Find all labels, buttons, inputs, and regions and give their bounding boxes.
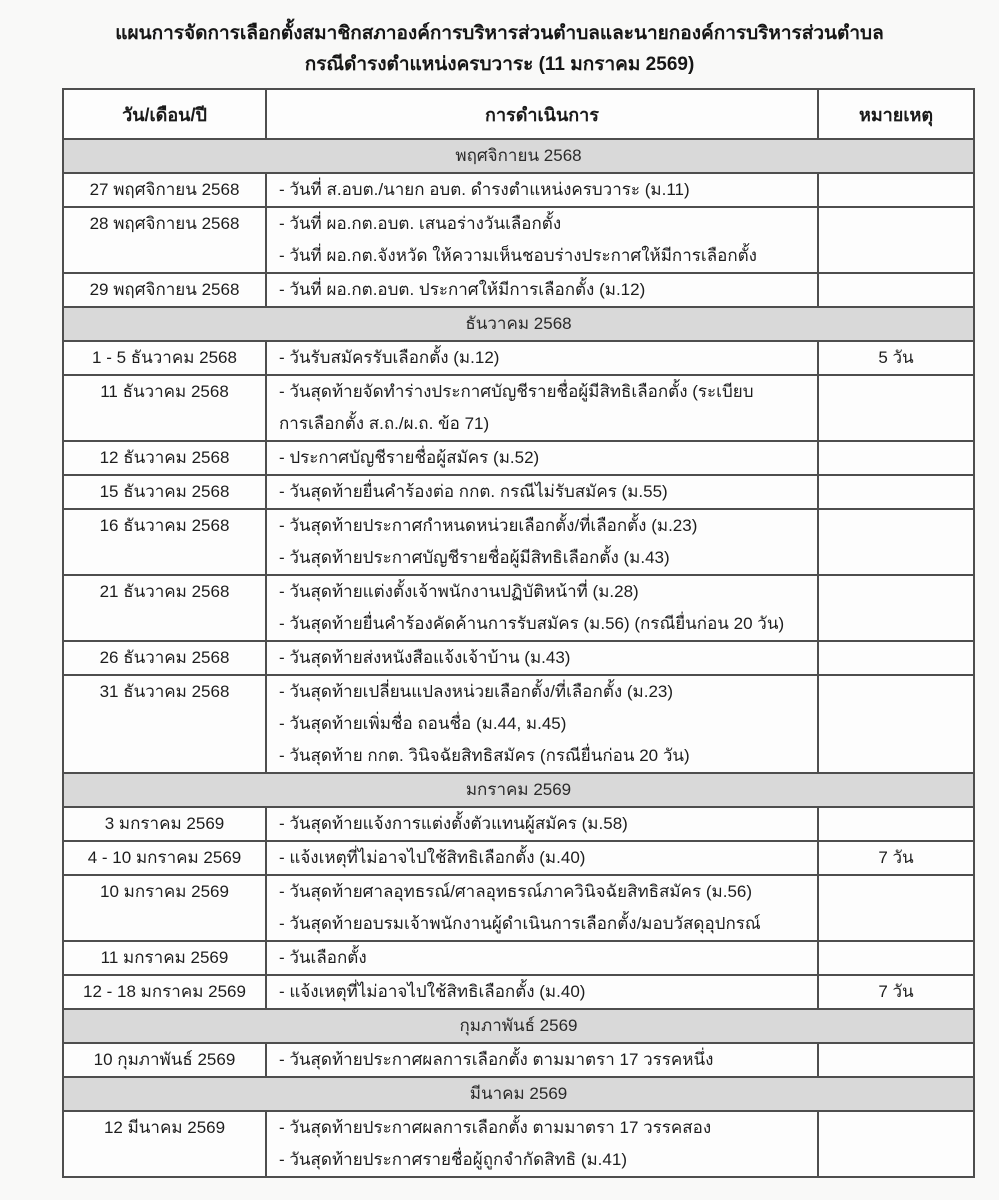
date-cell: 29 พฤศจิกายน 2568 [63,273,266,307]
schedule-row [63,375,974,441]
action-line: - แจ้งเหตุที่ไม่อาจไปใช้สิทธิเลือกตั้ง (ม.40) [279,982,586,1001]
date-cell: 10 กุมภาพันธ์ 2569 [63,1043,266,1077]
action-cell [266,941,818,975]
action-line: - วันสุดท้ายประกาศกำหนดหน่วยเลือกตั้ง/ที่เลือกตั้ง (ม.23) [279,516,698,535]
note-cell: 5 วัน [818,341,974,375]
action-cell [266,441,818,475]
schedule-row [63,509,974,575]
schedule-row [63,475,974,509]
action-cell [266,273,818,307]
schedule-row [63,875,974,941]
note-cell [818,941,974,975]
action-line: - วันสุดท้ายยื่นคำร้องคัดค้านการรับสมัคร (ม.56) (กรณียื่นก่อน 20 วัน) [279,614,785,633]
action-line: - วันสุดท้ายประกาศผลการเลือกตั้ง ตามมาตรา 17 วรรคหนึ่ง [279,1050,714,1069]
action-line: - วันสุดท้ายเปลี่ยนแปลงหน่วยเลือกตั้ง/ที่เลือกตั้ง (ม.23) [279,682,674,701]
document-title-line1: แผนการจัดการเลือกตั้งสมาชิกสภาองค์การบริหารส่วนตำบลและนายกองค์การบริหารส่วนตำบล [115,23,884,44]
schedule-row [63,273,974,307]
month-section-row [63,307,974,341]
month-section-row [63,1009,974,1043]
schedule-row [63,1043,974,1077]
action-line: - วันสุดท้ายประกาศรายชื่อผู้ถูกจำกัดสิทธิ (ม.41) [279,1150,627,1169]
action-cell [266,975,818,1009]
date-cell: 12 ธันวาคม 2568 [63,441,266,475]
note-cell [818,1111,974,1177]
note-cell [818,807,974,841]
schedule-row [63,575,974,641]
date-cell: 15 ธันวาคม 2568 [63,475,266,509]
action-line: - วันที่ ผอ.กต.อบต. เสนอร่างวันเลือกตั้ง [279,214,562,233]
month-section-header: มีนาคม 2569 [63,1077,974,1111]
action-line: - วันสุดท้ายประกาศบัญชีรายชื่อผู้มีสิทธิเลือกตั้ง (ม.43) [279,548,670,567]
action-line: - วันสุดท้ายศาลอุทธรณ์/ศาลอุทธรณ์ภาควินิจฉัยสิทธิสมัคร (ม.56) [279,882,753,901]
note-cell: 7 วัน [818,975,974,1009]
date-cell: 16 ธันวาคม 2568 [63,509,266,575]
month-section-row [63,1077,974,1111]
month-section-header: ธันวาคม 2568 [63,307,974,341]
action-cell [266,173,818,207]
column-header-date: วัน/เดือน/ปี [63,89,266,139]
month-section-header: กุมภาพันธ์ 2569 [63,1009,974,1043]
election-schedule-table [62,88,975,1178]
action-cell [266,1111,818,1177]
action-line: - วันเลือกตั้ง [279,948,367,967]
action-line: - วันสุดท้ายอบรมเจ้าพนักงานผู้ดำเนินการเลือกตั้ง/มอบวัสดุอุปกรณ์ [279,914,761,933]
note-cell [818,575,974,641]
schedule-row [63,841,974,875]
month-section-header: พฤศจิกายน 2568 [63,139,974,173]
month-section-header: มกราคม 2569 [63,773,974,807]
note-cell [818,509,974,575]
schedule-row [63,1111,974,1177]
date-cell: 28 พฤศจิกายน 2568 [63,207,266,273]
note-cell [818,173,974,207]
action-line: - วันสุดท้ายประกาศผลการเลือกตั้ง ตามมาตรา 17 วรรคสอง [279,1118,712,1137]
action-line: - วันสุดท้ายส่งหนังสือแจ้งเจ้าบ้าน (ม.43) [279,648,571,667]
action-line: - วันสุดท้ายจัดทำร่างประกาศบัญชีรายชื่อผู้มีสิทธิเลือกตั้ง (ระเบียบ [279,382,754,401]
note-cell [818,273,974,307]
date-cell: 21 ธันวาคม 2568 [63,575,266,641]
action-line: - วันที่ ผอ.กต.จังหวัด ให้ความเห็นชอบร่างประกาศให้มีการเลือกตั้ง [279,246,757,265]
document-title-line2: กรณีดำรงตำแหน่งครบวาระ (11 มกราคม 2569) [304,54,695,75]
note-cell [818,207,974,273]
action-cell [266,509,818,575]
table-header-row [63,89,974,139]
date-cell: 11 ธันวาคม 2568 [63,375,266,441]
action-cell [266,207,818,273]
schedule-row [63,941,974,975]
schedule-row [63,341,974,375]
action-cell [266,375,818,441]
schedule-row [63,675,974,773]
action-line: - ประกาศบัญชีรายชื่อผู้สมัคร (ม.52) [279,448,540,467]
action-cell [266,341,818,375]
date-cell: 12 - 18 มกราคม 2569 [63,975,266,1009]
action-cell [266,841,818,875]
action-cell [266,1043,818,1077]
column-header-note: หมายเหตุ [818,89,974,139]
action-line: - วันที่ ผอ.กต.อบต. ประกาศให้มีการเลือกตั้ง (ม.12) [279,280,646,299]
note-cell [818,675,974,773]
date-cell: 31 ธันวาคม 2568 [63,675,266,773]
note-cell [818,375,974,441]
action-cell [266,807,818,841]
date-cell: 3 มกราคม 2569 [63,807,266,841]
date-cell: 26 ธันวาคม 2568 [63,641,266,675]
date-cell: 27 พฤศจิกายน 2568 [63,173,266,207]
date-cell: 12 มีนาคม 2569 [63,1111,266,1177]
action-line: - แจ้งเหตุที่ไม่อาจไปใช้สิทธิเลือกตั้ง (ม.40) [279,848,586,867]
schedule-row [63,641,974,675]
action-line: - วันสุดท้าย กกต. วินิจฉัยสิทธิสมัคร (กรณียื่นก่อน 20 วัน) [279,746,690,765]
document-title [0,18,999,80]
note-cell [818,641,974,675]
schedule-row [63,807,974,841]
action-line: - วันสุดท้ายแต่งตั้งเจ้าพนักงานปฏิบัติหน้าที่ (ม.28) [279,582,639,601]
month-section-row [63,139,974,173]
action-line: - วันสุดท้ายแจ้งการแต่งตั้งตัวแทนผู้สมัคร (ม.58) [279,814,628,833]
action-line: - วันที่ ส.อบต./นายก อบต. ดำรงตำแหน่งครบวาระ (ม.11) [279,180,690,199]
note-cell [818,875,974,941]
action-cell [266,575,818,641]
schedule-row [63,207,974,273]
note-cell: 7 วัน [818,841,974,875]
action-line: - วันสุดท้ายเพิ่มชื่อ ถอนชื่อ (ม.44, ม.45) [279,714,567,733]
note-cell [818,441,974,475]
date-cell: 10 มกราคม 2569 [63,875,266,941]
action-cell [266,675,818,773]
action-cell [266,875,818,941]
month-section-row [63,773,974,807]
date-cell: 11 มกราคม 2569 [63,941,266,975]
schedule-row [63,173,974,207]
column-header-action: การดำเนินการ [266,89,818,139]
action-line: การเลือกตั้ง ส.ถ./ผ.ถ. ข้อ 71) [279,414,490,433]
action-cell [266,475,818,509]
action-line: - วันรับสมัครรับเลือกตั้ง (ม.12) [279,348,500,367]
note-cell [818,475,974,509]
action-cell [266,641,818,675]
action-line: - วันสุดท้ายยื่นคำร้องต่อ กกต. กรณีไม่รับสมัคร (ม.55) [279,482,668,501]
schedule-row [63,975,974,1009]
date-cell: 4 - 10 มกราคม 2569 [63,841,266,875]
date-cell: 1 - 5 ธันวาคม 2568 [63,341,266,375]
schedule-row [63,441,974,475]
table-body [63,139,974,1177]
note-cell [818,1043,974,1077]
